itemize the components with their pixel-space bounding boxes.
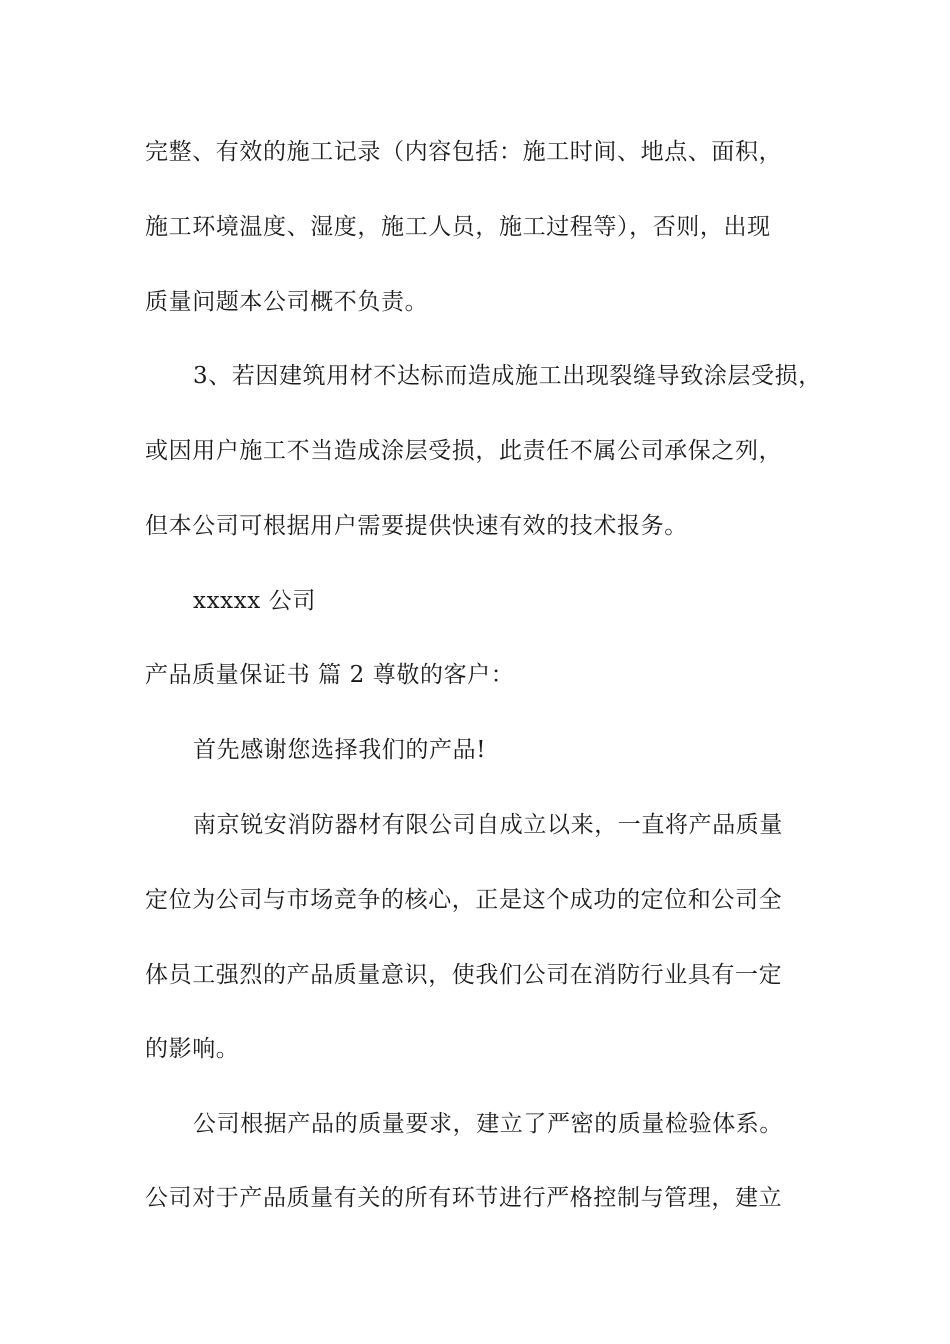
paragraph-line: 或因用户施工不当造成涂层受损，此责任不属公司承保之列， bbox=[145, 438, 783, 464]
paragraph-line: 首先感谢您选择我们的产品! bbox=[193, 737, 487, 763]
paragraph-line: 的影响。 bbox=[145, 1036, 240, 1062]
paragraph-line: 但本公司可根据用户需要提供快速有效的技术报务。 bbox=[145, 513, 688, 539]
paragraph-line: 施工环境温度、湿度，施工人员，施工过程等），否则，出现 bbox=[145, 214, 771, 240]
section-heading: 产品质量保证书 篇 2 尊敬的客户： bbox=[145, 662, 515, 688]
paragraph-line: 质量问题本公司概不负责。 bbox=[145, 289, 429, 315]
paragraph-line: 完整、有效的施工记录（内容包括：施工时间、地点、面积， bbox=[145, 139, 783, 165]
paragraph-line: 公司根据产品的质量要求，建立了严密的质量检验体系。 bbox=[193, 1111, 783, 1137]
paragraph-line: 3、若因建筑用材不达标而造成施工出现裂缝导致涂层受损， bbox=[193, 363, 822, 389]
paragraph-line: 南京锐安消防器材有限公司自成立以来，一直将产品质量 bbox=[193, 812, 783, 838]
paragraph-line: 体员工强烈的产品质量意识，使我们公司在消防行业具有一定 bbox=[145, 962, 783, 988]
paragraph-line: 公司对于产品质量有关的所有环节进行严格控制与管理，建立 bbox=[145, 1185, 783, 1211]
company-signature: xxxxx 公司 bbox=[193, 588, 316, 614]
paragraph-line: 定位为公司与市场竞争的核心，正是这个成功的定位和公司全 bbox=[145, 887, 783, 913]
